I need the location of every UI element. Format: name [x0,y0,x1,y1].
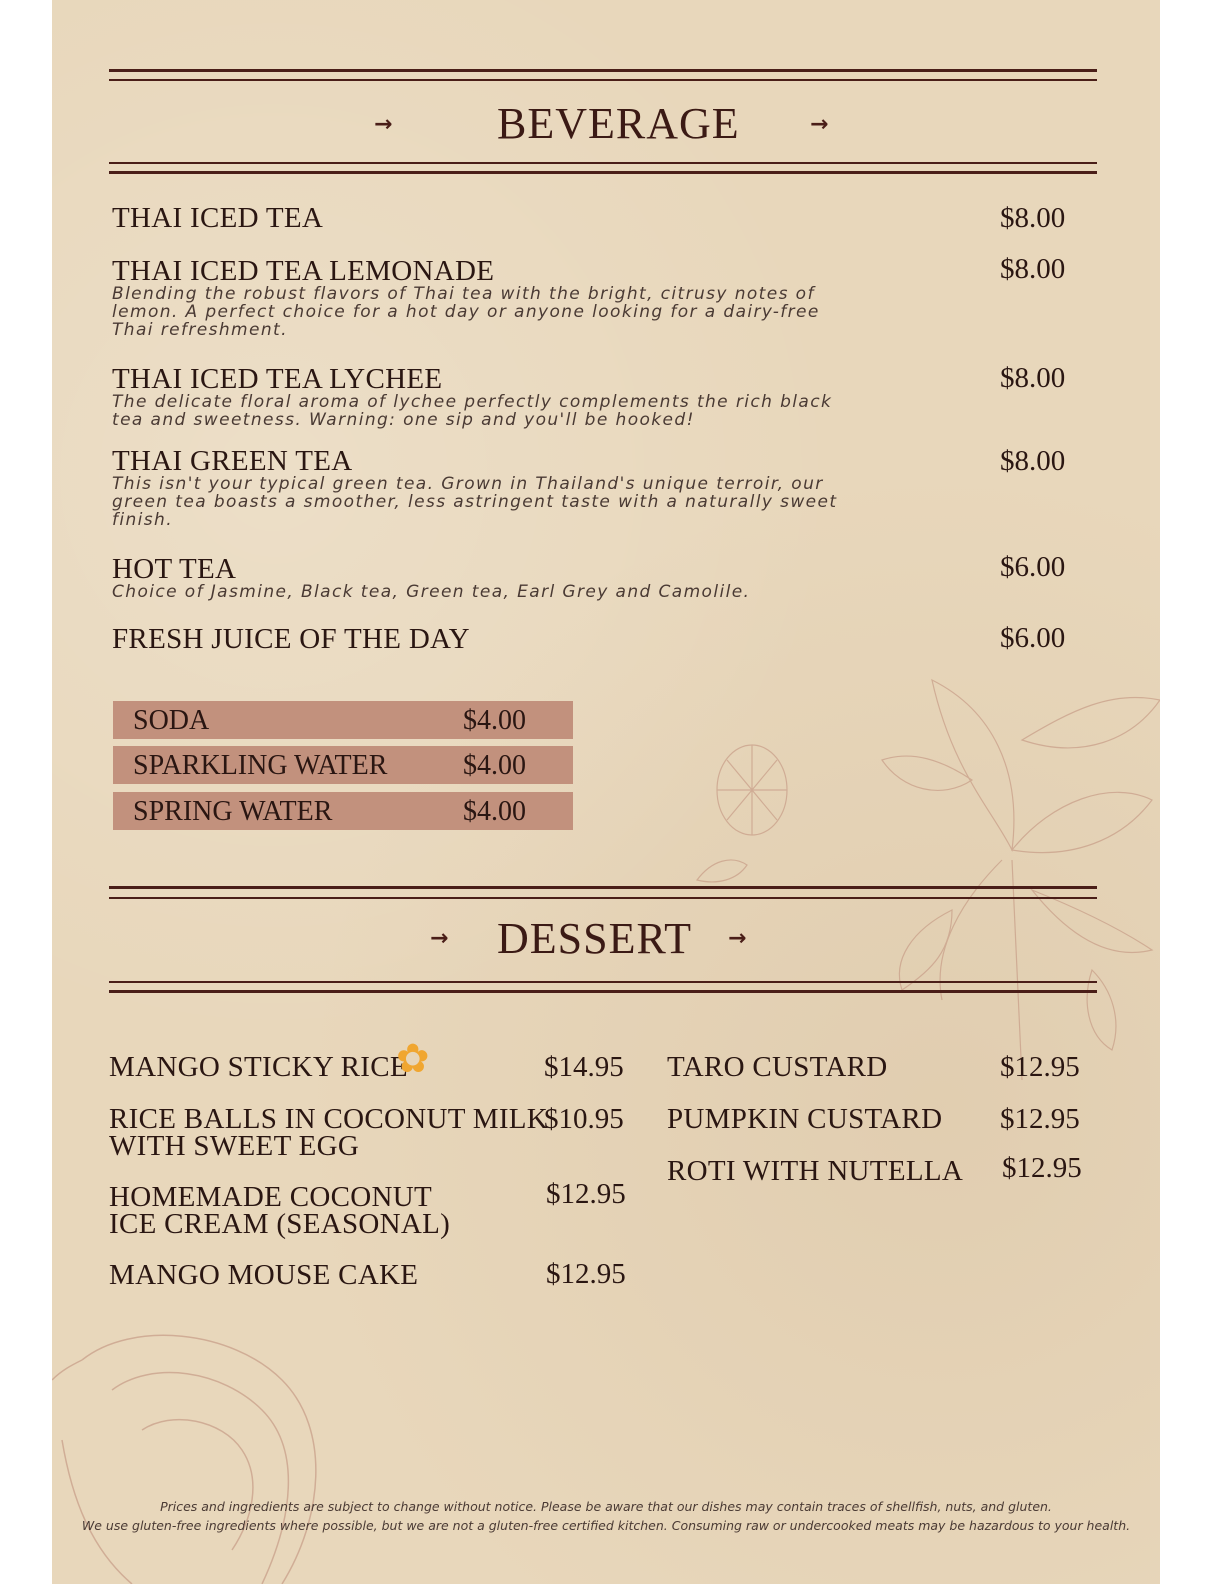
beverage-item-description: This isn't your typical green tea. Grown in Thailand's unique terroir, our green tea boasts a smoother, less astringent taste with a naturally sweet finish. [112,474,838,530]
beverage-bottom-rule-1 [109,162,1097,164]
dessert-top-rule-2 [109,897,1097,899]
beverage-top-rule-2 [109,79,1097,81]
footer-notice-line-1: Prices and ingredients are subject to change without notice. Please be aware that our dishes may contain traces of shellfish, nuts, and gluten. [160,1499,1052,1514]
dessert-item-name: TARO CUSTARD [667,1051,888,1083]
boxed-beverage-name: SODA [133,705,210,736]
dessert-bottom-rule-2 [109,990,1097,993]
dessert-bottom-rule-1 [109,981,1097,983]
coconut-sketch-decoration [52,1320,352,1584]
dessert-item-name: MANGO MOUSE CAKE [109,1259,419,1291]
dessert-item-price: $12.95 [546,1178,626,1210]
dessert-item-price: $12.95 [546,1258,626,1290]
right-arrow-ornament-icon: → [810,112,829,137]
beverage-item-name: THAI GREEN TEA [112,445,353,477]
beverage-item-price: $8.00 [1000,362,1066,394]
left-arrow-ornament-icon: → [430,926,449,951]
boxed-beverage-price: $4.00 [463,705,526,736]
boxed-beverage-row [113,746,573,784]
beverage-bottom-rule-2 [109,171,1097,174]
beverage-item-name: THAI ICED TEA LEMONADE [112,255,495,287]
beverage-item-price: $6.00 [1000,622,1066,654]
menu-page [52,0,1160,1584]
dessert-item-price: $14.95 [544,1051,624,1083]
beverage-item-name: THAI ICED TEA [112,202,324,234]
dessert-item-price: $12.95 [1002,1152,1082,1184]
boxed-beverage-price: $4.00 [463,750,526,781]
dessert-item-price: $12.95 [1000,1103,1080,1135]
dessert-item-price: $10.95 [544,1103,624,1135]
dessert-item-name-line2: WITH SWEET EGG [109,1130,360,1162]
beverage-item-name: HOT TEA [112,553,237,585]
dessert-item-name: HOMEMADE COCONUT [109,1181,432,1213]
left-arrow-ornament-icon: → [374,112,393,137]
beverage-item-price: $6.00 [1000,551,1066,583]
boxed-beverage-price: $4.00 [463,796,526,827]
right-arrow-ornament-icon: → [728,926,747,951]
boxed-beverage-name: SPRING WATER [133,796,333,827]
beverage-item-description: Choice of Jasmine, Black tea, Green tea, Earl Grey and Camolile. [112,582,751,602]
flower-icon: ✿ [396,1036,430,1082]
leaf-sketch-decoration [692,650,1160,1080]
boxed-beverage-row [113,701,573,739]
beverage-item-description: The delicate floral aroma of lychee perfectly complements the rich black tea and sweetness. Warning: one sip and you'll be hooked! [112,392,833,430]
beverage-top-rule-1 [109,69,1097,72]
dessert-item-name: ROTI WITH NUTELLA [667,1155,964,1187]
dessert-item-price: $12.95 [1000,1051,1080,1083]
boxed-beverage-row [113,792,573,830]
dessert-item-name: RICE BALLS IN COCONUT MILK [109,1103,549,1135]
beverage-item-price: $8.00 [1000,253,1066,285]
boxed-beverage-name: SPARKLING WATER [133,750,388,781]
beverage-title: BEVERAGE [497,99,740,148]
beverage-item-name: FRESH JUICE OF THE DAY [112,623,470,655]
dessert-item-name-line2: ICE CREAM (SEASONAL) [109,1208,451,1240]
dessert-item-name: MANGO STICKY RICE [109,1051,408,1083]
beverage-item-price: $8.00 [1000,202,1066,234]
dessert-top-rule-1 [109,886,1097,889]
footer-notice-line-2: We use gluten-free ingredients where possible, but we are not a gluten-free certified kitchen. Consuming raw or undercooked meats may be hazardous to your health. [81,1518,1131,1533]
dessert-item-name: PUMPKIN CUSTARD [667,1103,943,1135]
dessert-title: DESSERT [497,914,693,963]
beverage-item-description: Blending the robust flavors of Thai tea with the bright, citrusy notes of lemon. A perfect choice for a hot day or anyone looking for a dairy-free Thai refreshment. [112,284,820,340]
beverage-item-price: $8.00 [1000,445,1066,477]
beverage-item-name: THAI ICED TEA LYCHEE [112,363,443,395]
